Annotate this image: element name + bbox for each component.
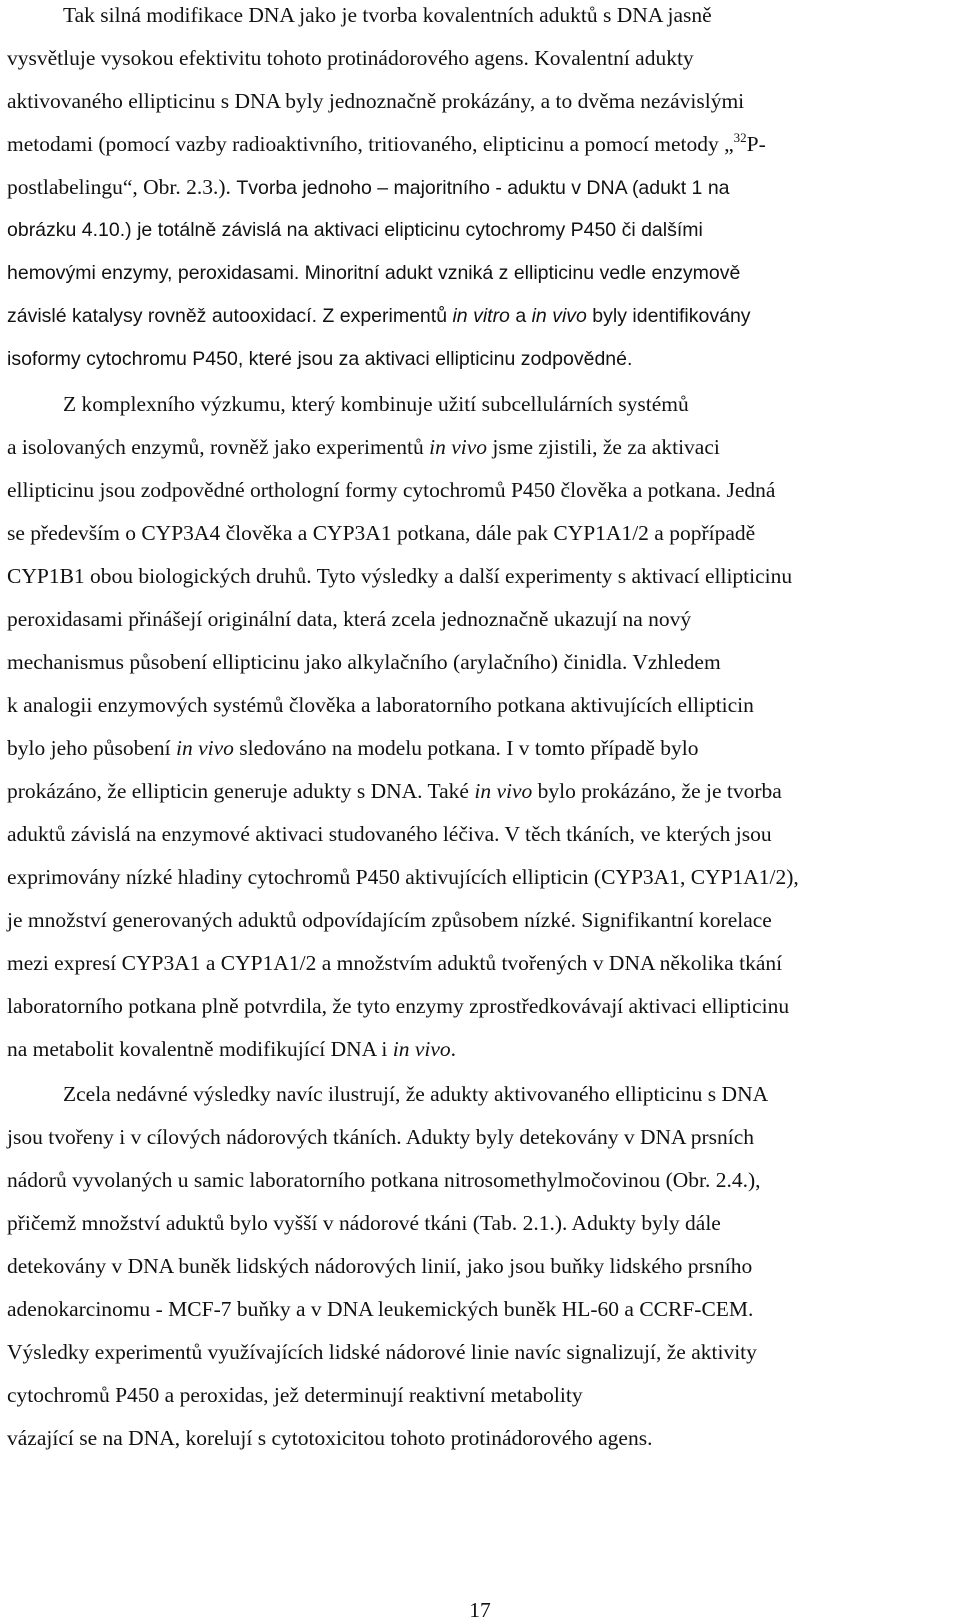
text-line: detekovány v DNA buněk lidských nádorových linií, jako jsou buňky lidského prsního [7,1254,753,1278]
text-line: peroxidasami přinášejí originální data, která zcela jednoznačně ukazují na nový [7,607,692,631]
text-line: cytochromů P450 a peroxidas, jež determinují reaktivní metabolity [7,1383,583,1407]
text-line: a isolovaných enzymů, rovněž jako experimentů in vivo jsme zjistili, že za aktivaci [7,435,720,459]
text-line: nádorů vyvolaných u samic laboratorního potkana nitrosomethylmočovinou (Obr. 2.4.), [7,1168,761,1192]
text-line: CYP1B1 obou biologických druhů. Tyto výsledky a další experimenty s aktivací ellipticinu [7,564,793,588]
text-line: bylo jeho působení in vivo sledováno na modelu potkana. I v tomto případě bylo [7,736,699,760]
text-line: přičemž množství aduktů bylo vyšší v nádorové tkáni (Tab. 2.1.). Adukty byly dále [7,1211,721,1235]
superscript: 32 [733,130,747,145]
text-line: postlabelingu“, Obr. 2.3.). Tvorba jednoho – majoritního - aduktu v DNA (adukt 1 na [7,175,730,199]
text-line: isoformy cytochromu P450, které jsou za aktivaci ellipticinu zodpovědné. [7,348,633,370]
document-page [7,0,952,1624]
text-line: je množství generovaných aduktů odpovídajícím způsobem nízké. Signifikantní korelace [7,908,772,932]
text-line: laboratorního potkana plně potvrdila, že tyto enzymy zprostředkovávají aktivaci ellipticinu [7,994,790,1018]
text-line: adenokarcinomu - MCF-7 buňky a v DNA leukemických buněk HL-60 a CCRF-CEM. [7,1297,754,1321]
text-line: mechanismus působení ellipticinu jako alkylačního (arylačního) činidla. Vzhledem [7,650,721,674]
text-line: metodami (pomocí vazby radioaktivního, tritiovaného, elipticinu a pomocí metody „$^{32}$P- [7,130,766,156]
text-line: vysvětluje vysokou efektivitu tohoto protinádorového agens. Kovalentní adukty [7,46,694,70]
text-line: jsou tvořeny i v cílových nádorových tkáních. Adukty byly detekovány v DNA prsních [7,1125,754,1149]
text-line: k analogii enzymových systémů člověka a laboratorního potkana aktivujících ellipticin [7,693,754,717]
text-line: ellipticinu jsou zodpovědné orthologní formy cytochromů P450 člověka a potkana. Jedná [7,478,776,502]
text-line: vázající se na DNA, korelují s cytotoxicitou tohoto protinádorového agens. [7,1426,653,1450]
text-line: hemovými enzymy, peroxidasami. Minoritní adukt vzniká z ellipticinu vedle enzymově [7,262,741,284]
text-line: exprimovány nízké hladiny cytochromů P450 aktivujících ellipticin (CYP3A1, CYP1A1/2), [7,865,799,889]
text-line: obrázku 4.10.) je totálně závislá na aktivaci elipticinu cytochromy P450 či dalšími [7,219,703,241]
text-line: se především o CYP3A4 člověka a CYP3A1 potkana, dále pak CYP1A1/2 a popřípadě [7,521,756,545]
page-number: 17 [469,1598,491,1622]
text-line: Tak silná modifikace DNA jako je tvorba kovalentních aduktů s DNA jasně [63,3,712,27]
text-line: na metabolit kovalentně modifikující DNA i in vivo. [7,1037,457,1061]
text-line: Z komplexního výzkumu, který kombinuje užití subcellulárních systémů [63,392,689,416]
text-line: závislé katalysy rovněž autooxidací. Z experimentů in vitro a in vivo byly identifikovány [7,305,751,327]
text-line: mezi expresí CYP3A1 a CYP1A1/2 a množstvím aduktů tvořených v DNA několika tkání [7,951,783,975]
text-line: Výsledky experimentů využívajících lidské nádorové linie navíc signalizují, že aktivity [7,1340,757,1364]
text-line: aduktů závislá na enzymové aktivaci studovaného léčiva. V těch tkáních, ve kterých jsou [7,822,772,846]
text-line: prokázáno, že ellipticin generuje adukty s DNA. Také in vivo bylo prokázáno, že je tvorba [7,779,782,803]
text-line: aktivovaného ellipticinu s DNA byly jednoznačně prokázány, a to dvěma nezávislými [7,89,745,113]
text-line: Zcela nedávné výsledky navíc ilustrují, že adukty aktivovaného ellipticinu s DNA [63,1082,769,1106]
